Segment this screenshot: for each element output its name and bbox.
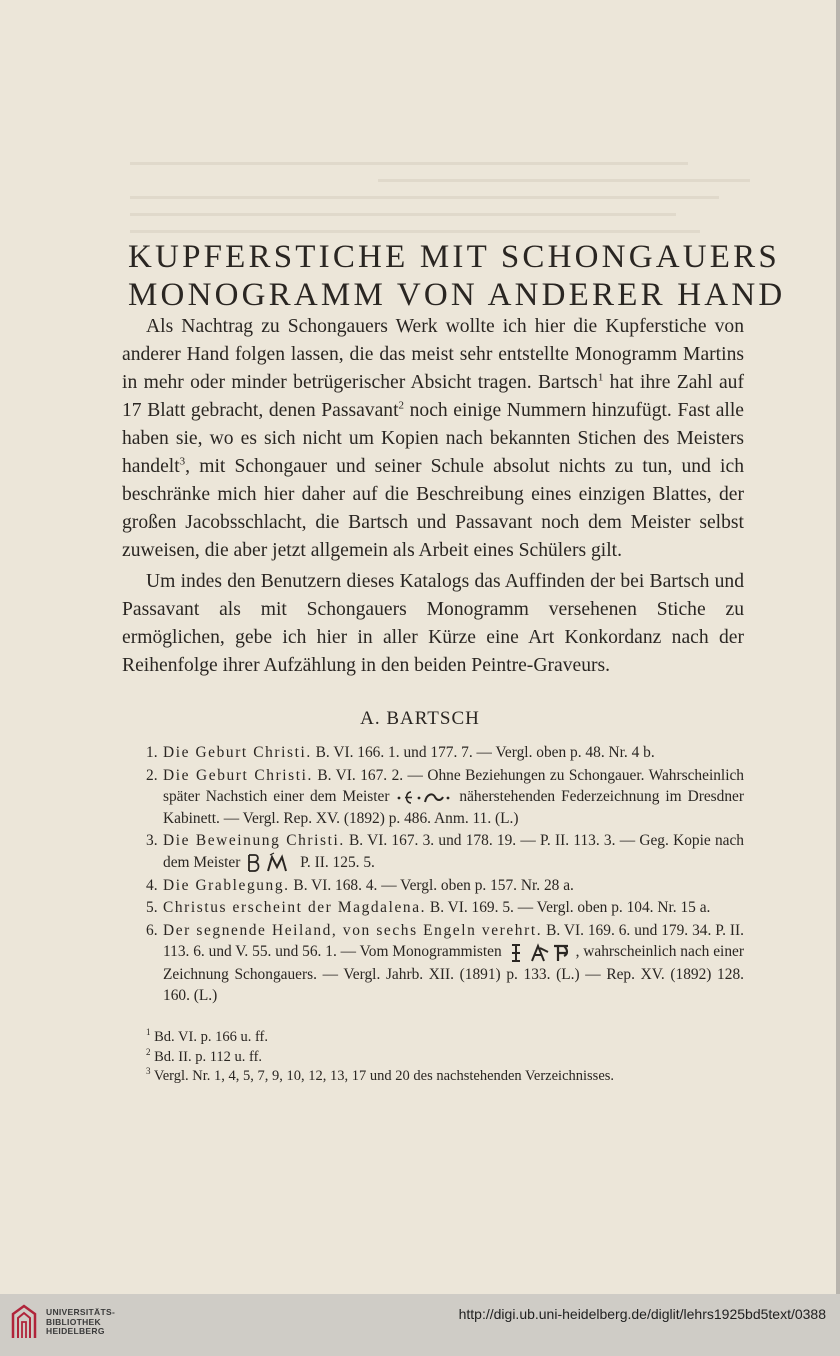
entry-text: B. VI. 167. 3. und 178. 19. — P. II. 113. 3. — Geg. Kopie nach dem Meister (163, 832, 744, 871)
entry-text-after: näherstehenden Federzeichnung im Dresdner Kabinett. — Vergl. Rep. XV. (1892) p. 486. Anm. 11. (L.) (163, 788, 744, 827)
footnote-text: Bd. II. p. 112 u. ff. (150, 1048, 263, 1065)
title-line-1: KUPFERSTICHE MIT SCHONGAUERS (128, 239, 780, 275)
entry-title: Der segnende Heiland, von sechs Engeln verehrt. (163, 921, 543, 939)
footnote-text: Vergl. Nr. 1, 4, 5, 7, 9, 10, 12, 13, 17 und 20 des nachstehenden Verzeichnisses. (150, 1068, 615, 1084)
list-item (146, 765, 744, 830)
library-name-line-2: BIBLIOTHEK (46, 1316, 101, 1327)
page-title (128, 238, 786, 314)
entry-text: B. VI. 169. 5. — Vergl. oben p. 104. Nr. 15 a. (426, 899, 711, 917)
entry-text-after: , wahrscheinlich nach einer Zeichnung Schongauers. — Vergl. Jahrb. XII. (1891) p. 133. (L.) — Rep. XV. (1892) 128. 160. (L.) (163, 943, 744, 1005)
title-line-2: MONOGRAMM VON ANDERER HAND (128, 277, 786, 313)
entry-number: 6. (146, 921, 158, 939)
list-item (146, 920, 744, 1007)
bartsch-entry-list (146, 742, 744, 1008)
body-text (122, 313, 744, 680)
footnote-ref-1[interactable]: 1 (597, 371, 604, 384)
viewer-footer-bar (0, 1294, 840, 1356)
footnote-2 (146, 1048, 746, 1068)
entry-number: 2. (146, 766, 158, 784)
footnote-mark: 1 (146, 1027, 151, 1038)
entry-number: 5. (146, 899, 158, 917)
footnotes (146, 1028, 746, 1087)
section-heading: A. BARTSCH (360, 708, 480, 729)
paragraph-1 (122, 313, 744, 565)
footnote-ref-3[interactable]: 3 (179, 455, 186, 468)
paragraph-2: Um indes den Benutzern dieses Katalogs das Auffinden der bei Bartsch und Passavant als mit Schongauers Monogramm versehenen Stiche zu ermöglichen, gebe ich hier in aller Kürze eine Art Konkordanz nach der Reihenfolge ihrer Aufzählung in den beiden Peintre-Graveurs. (122, 571, 744, 676)
entry-number: 3. (146, 832, 158, 849)
bm-monogram-icon (244, 852, 296, 874)
library-name-line-3: HEIDELBERG (46, 1326, 105, 1336)
list-item (146, 897, 744, 919)
list-item (146, 875, 744, 897)
library-name-line-1: UNIVERSITÄTS- (46, 1307, 116, 1317)
entry-title: Die Geburt Christi. (163, 744, 312, 761)
permalink-url[interactable]: http://digi.ub.uni-heidelberg.de/diglit/lehrs1925bd5text/0388 (458, 1306, 826, 1322)
entry-text: B. VI. 169. 6. und 179. 34. P. II. 113. 6. und V. 55. und 56. 1. — Vom Monogrammisten (163, 921, 744, 961)
paragraph-1-part-2: hat ihre Zahl auf 17 Blatt gebracht, denen Passavant (122, 372, 745, 421)
paragraph-1-part-1: Als Nachtrag zu Schongauers Werk wollte ich hier die Kupferstiche von anderer Hand folgen lassen, die das meist sehr entstellte Monogramm Martins in mehr oder minder betrügerischer Absicht tragen. Bartsch (122, 316, 744, 393)
footnote-1 (146, 1028, 746, 1048)
footnote-3 (146, 1067, 746, 1087)
monogrammist-icon (506, 942, 576, 964)
entry-text: B. VI. 167. 2. — Ohne Beziehungen zu Schongauer. Wahrscheinlich später Nachstich einer dem Meister (163, 766, 745, 805)
entry-number: 1. (146, 744, 158, 761)
footnote-mark: 3 (146, 1066, 151, 1077)
library-name[interactable] (46, 1308, 115, 1337)
entry-title: Die Beweinung Christi. (163, 832, 345, 849)
entry-title: Die Grablegung. (163, 876, 290, 894)
entry-title: Die Geburt Christi. (163, 766, 313, 784)
entry-title: Christus erscheint der Magdalena. (163, 899, 427, 917)
paragraph-1-part-4: , mit Schongauer und seiner Schule absolut nichts zu tun, und ich beschränke mich hier daher auf die Beschreibung eines einzigen Blattes, der großen Jacobsschlacht, die Bartsch und Passavant noch dem Meister selbst zuweisen, die aber jetzt allgemein als Arbeit eines Schülers gilt. (122, 456, 744, 561)
paragraph-1-part-3: noch einige Nummern hinzufügt. Fast alle haben sie, wo es sich nicht um Kopien nach bekannten Stichen des Meisters handelt (122, 400, 744, 477)
master-monogram-icon (395, 789, 453, 805)
entry-text: B. VI. 166. 1. und 177. 7. — Vergl. oben p. 48. Nr. 4 b. (311, 744, 655, 761)
university-library-logo-icon[interactable] (10, 1304, 38, 1340)
footnote-ref-2[interactable]: 2 (398, 399, 405, 412)
list-item (146, 742, 744, 764)
footnote-mark: 2 (146, 1046, 151, 1057)
list-item (146, 830, 744, 874)
entry-text: B. VI. 168. 4. — Vergl. oben p. 157. Nr. 28 a. (289, 876, 574, 894)
entry-number: 4. (146, 876, 158, 894)
bleed-through-lines (130, 162, 750, 247)
footnote-text: Bd. VI. p. 166 u. ff. (150, 1029, 268, 1045)
entry-text-after: P. II. 125. 5. (296, 853, 375, 871)
